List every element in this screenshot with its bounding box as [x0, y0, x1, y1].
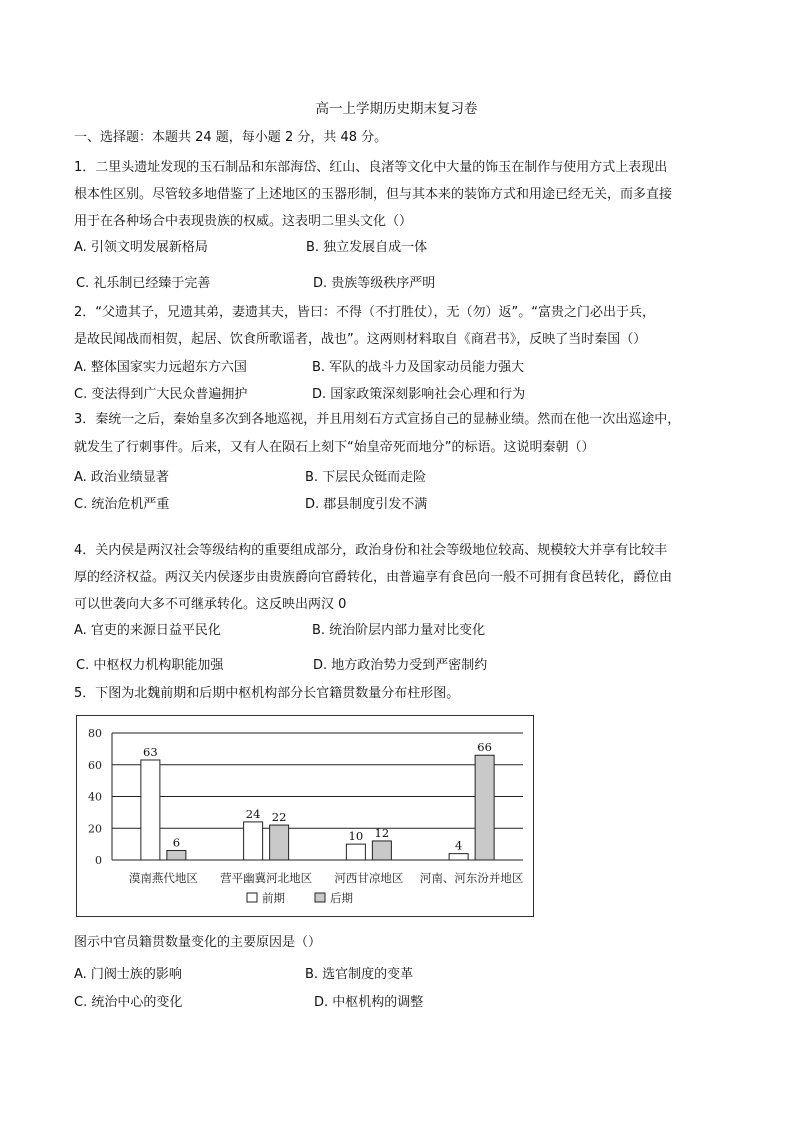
legend-swatch	[247, 893, 257, 902]
y-tick-label: 80	[88, 727, 102, 740]
q5-option-c: C. 统治中心的变化	[74, 995, 183, 1010]
q4-option-b: B. 统治阶层内部力量对比变化	[312, 623, 486, 638]
y-tick-label: 40	[88, 790, 102, 804]
q2-line-1: 2．“父遗其子，兄遗其弟，妻遗其夫，皆曰：不得（不打胜仗），无（勿）返”。“富贵之门必出于兵，	[74, 305, 655, 320]
y-tick-label: 20	[88, 822, 102, 836]
page-title: 高一上学期历史期末复习卷	[315, 101, 478, 117]
q3-option-a: A. 政治业绩显著	[74, 470, 169, 485]
q1-line-2: 根本性区别。尽管较多地借鉴了上述地区的玉器形制，但与其本来的装饰方式和用途已经无关，而多直接	[74, 187, 673, 202]
legend-label: 前期	[262, 891, 285, 905]
q4-option-a: A. 官吏的来源日益平民化	[74, 623, 221, 638]
q1-option-c: C. 礼乐制已经臻于完善	[76, 276, 211, 291]
q5-question: 图示中官员籍贯数量变化的主要原因是（）	[74, 935, 322, 950]
q5-option-d: D. 中枢机构的调整	[314, 995, 424, 1010]
q2-line-2: 是故民闻战而相贺，起居、饮食所歌谣者，战也”。这两则材料取自《商君书》，反映了当时秦国（）	[74, 332, 647, 347]
q2-option-b: B. 军队的战斗力及国家动员能力强大	[312, 360, 525, 375]
q3-option-c: C. 统治危机严重	[74, 497, 170, 512]
q2-option-d: D. 国家政策深刻影响社会心理和行为	[312, 387, 526, 402]
category-label: 河南、河东汾并地区	[419, 871, 524, 885]
y-tick-label: 0	[95, 854, 102, 867]
y-tick-label: 60	[88, 758, 102, 772]
q5-option-b: B. 选官制度的变革	[305, 967, 414, 982]
bar-chart	[76, 715, 534, 917]
bar-late	[167, 850, 186, 860]
q5-intro: 5．下图为北魏前期和后期中枢机构部分长官籍贯数量分布柱形图。	[74, 686, 460, 701]
q1-option-b: B. 独立发展自成一体	[306, 240, 428, 255]
data-label: 4	[454, 838, 463, 853]
bar-early	[141, 760, 160, 860]
q5-option-a: A. 门阀士族的影响	[74, 967, 182, 982]
section-heading: 一、选择题：本题共 24 题，每小题 2 分，共 48 分。	[74, 130, 388, 145]
q2-option-c: C. 变法得到广大民众普遍拥护	[74, 387, 248, 402]
category-label: 河西甘凉地区	[334, 871, 404, 885]
bar-early	[346, 844, 365, 860]
bar-late	[270, 825, 289, 860]
bar-late	[475, 755, 494, 860]
bar-chart-svg	[77, 716, 533, 916]
data-label: 66	[477, 740, 492, 755]
category-label: 漠南燕代地区	[128, 871, 198, 885]
data-label: 10	[348, 829, 364, 844]
q3-line-2: 就发生了行刺事件。后来，又有人在陨石上刻下“始皇帝死而地分”的标语。这说明秦朝（）	[74, 440, 595, 455]
q3-option-b: B. 下层民众铤而走险	[305, 470, 427, 485]
data-label: 12	[374, 825, 390, 840]
q4-line-3: 可以世袭向大多不可继承转化。这反映出两汉 0	[74, 597, 347, 612]
data-label: 24	[245, 806, 261, 821]
legend-swatch	[315, 893, 325, 902]
q4-line-1: 4．关内侯是两汉社会等级结构的重要组成部分，政治身份和社会等级地位较高、规模较大并享有比较丰	[74, 543, 668, 558]
bar-early	[449, 854, 468, 860]
q1-option-d: D. 贵族等级秩序严明	[313, 276, 436, 291]
q1-line-1: 1．二里头遗址发现的玉石制品和东部海岱、红山、良渚等文化中大量的饰玉在制作与使用方式上表现出	[74, 160, 668, 175]
bar-early	[244, 822, 263, 860]
q4-option-c: C. 中枢权力机构职能加强	[76, 658, 224, 673]
data-label: 63	[143, 744, 158, 759]
category-label: 营平幽冀河北地区	[220, 871, 313, 885]
legend-label: 后期	[330, 891, 353, 905]
data-label: 6	[172, 835, 181, 850]
q3-line-1: 3．秦统一之后，秦始皇多次到各地巡视，并且用刻石方式宣扬自己的显赫业绩。然而在他一次出巡途中，	[74, 412, 681, 427]
q2-option-a: A. 整体国家实力远超东方六国	[74, 360, 247, 375]
q1-option-a: A. 引领文明发展新格局	[74, 240, 208, 255]
bar-late	[372, 841, 391, 860]
q1-line-3: 用于在各种场合中表现贵族的权威。这表明二里头文化（）	[74, 214, 413, 229]
data-label: 22	[271, 810, 287, 825]
q4-line-2: 厚的经济权益。两汉关内侯逐步由贵族爵向官爵转化，由普遍享有食邑向一般不可拥有食邑转化，爵位由	[74, 570, 673, 585]
q3-option-d: D. 郡县制度引发不满	[305, 497, 428, 512]
q4-option-d: D. 地方政治势力受到严密制约	[313, 658, 488, 673]
